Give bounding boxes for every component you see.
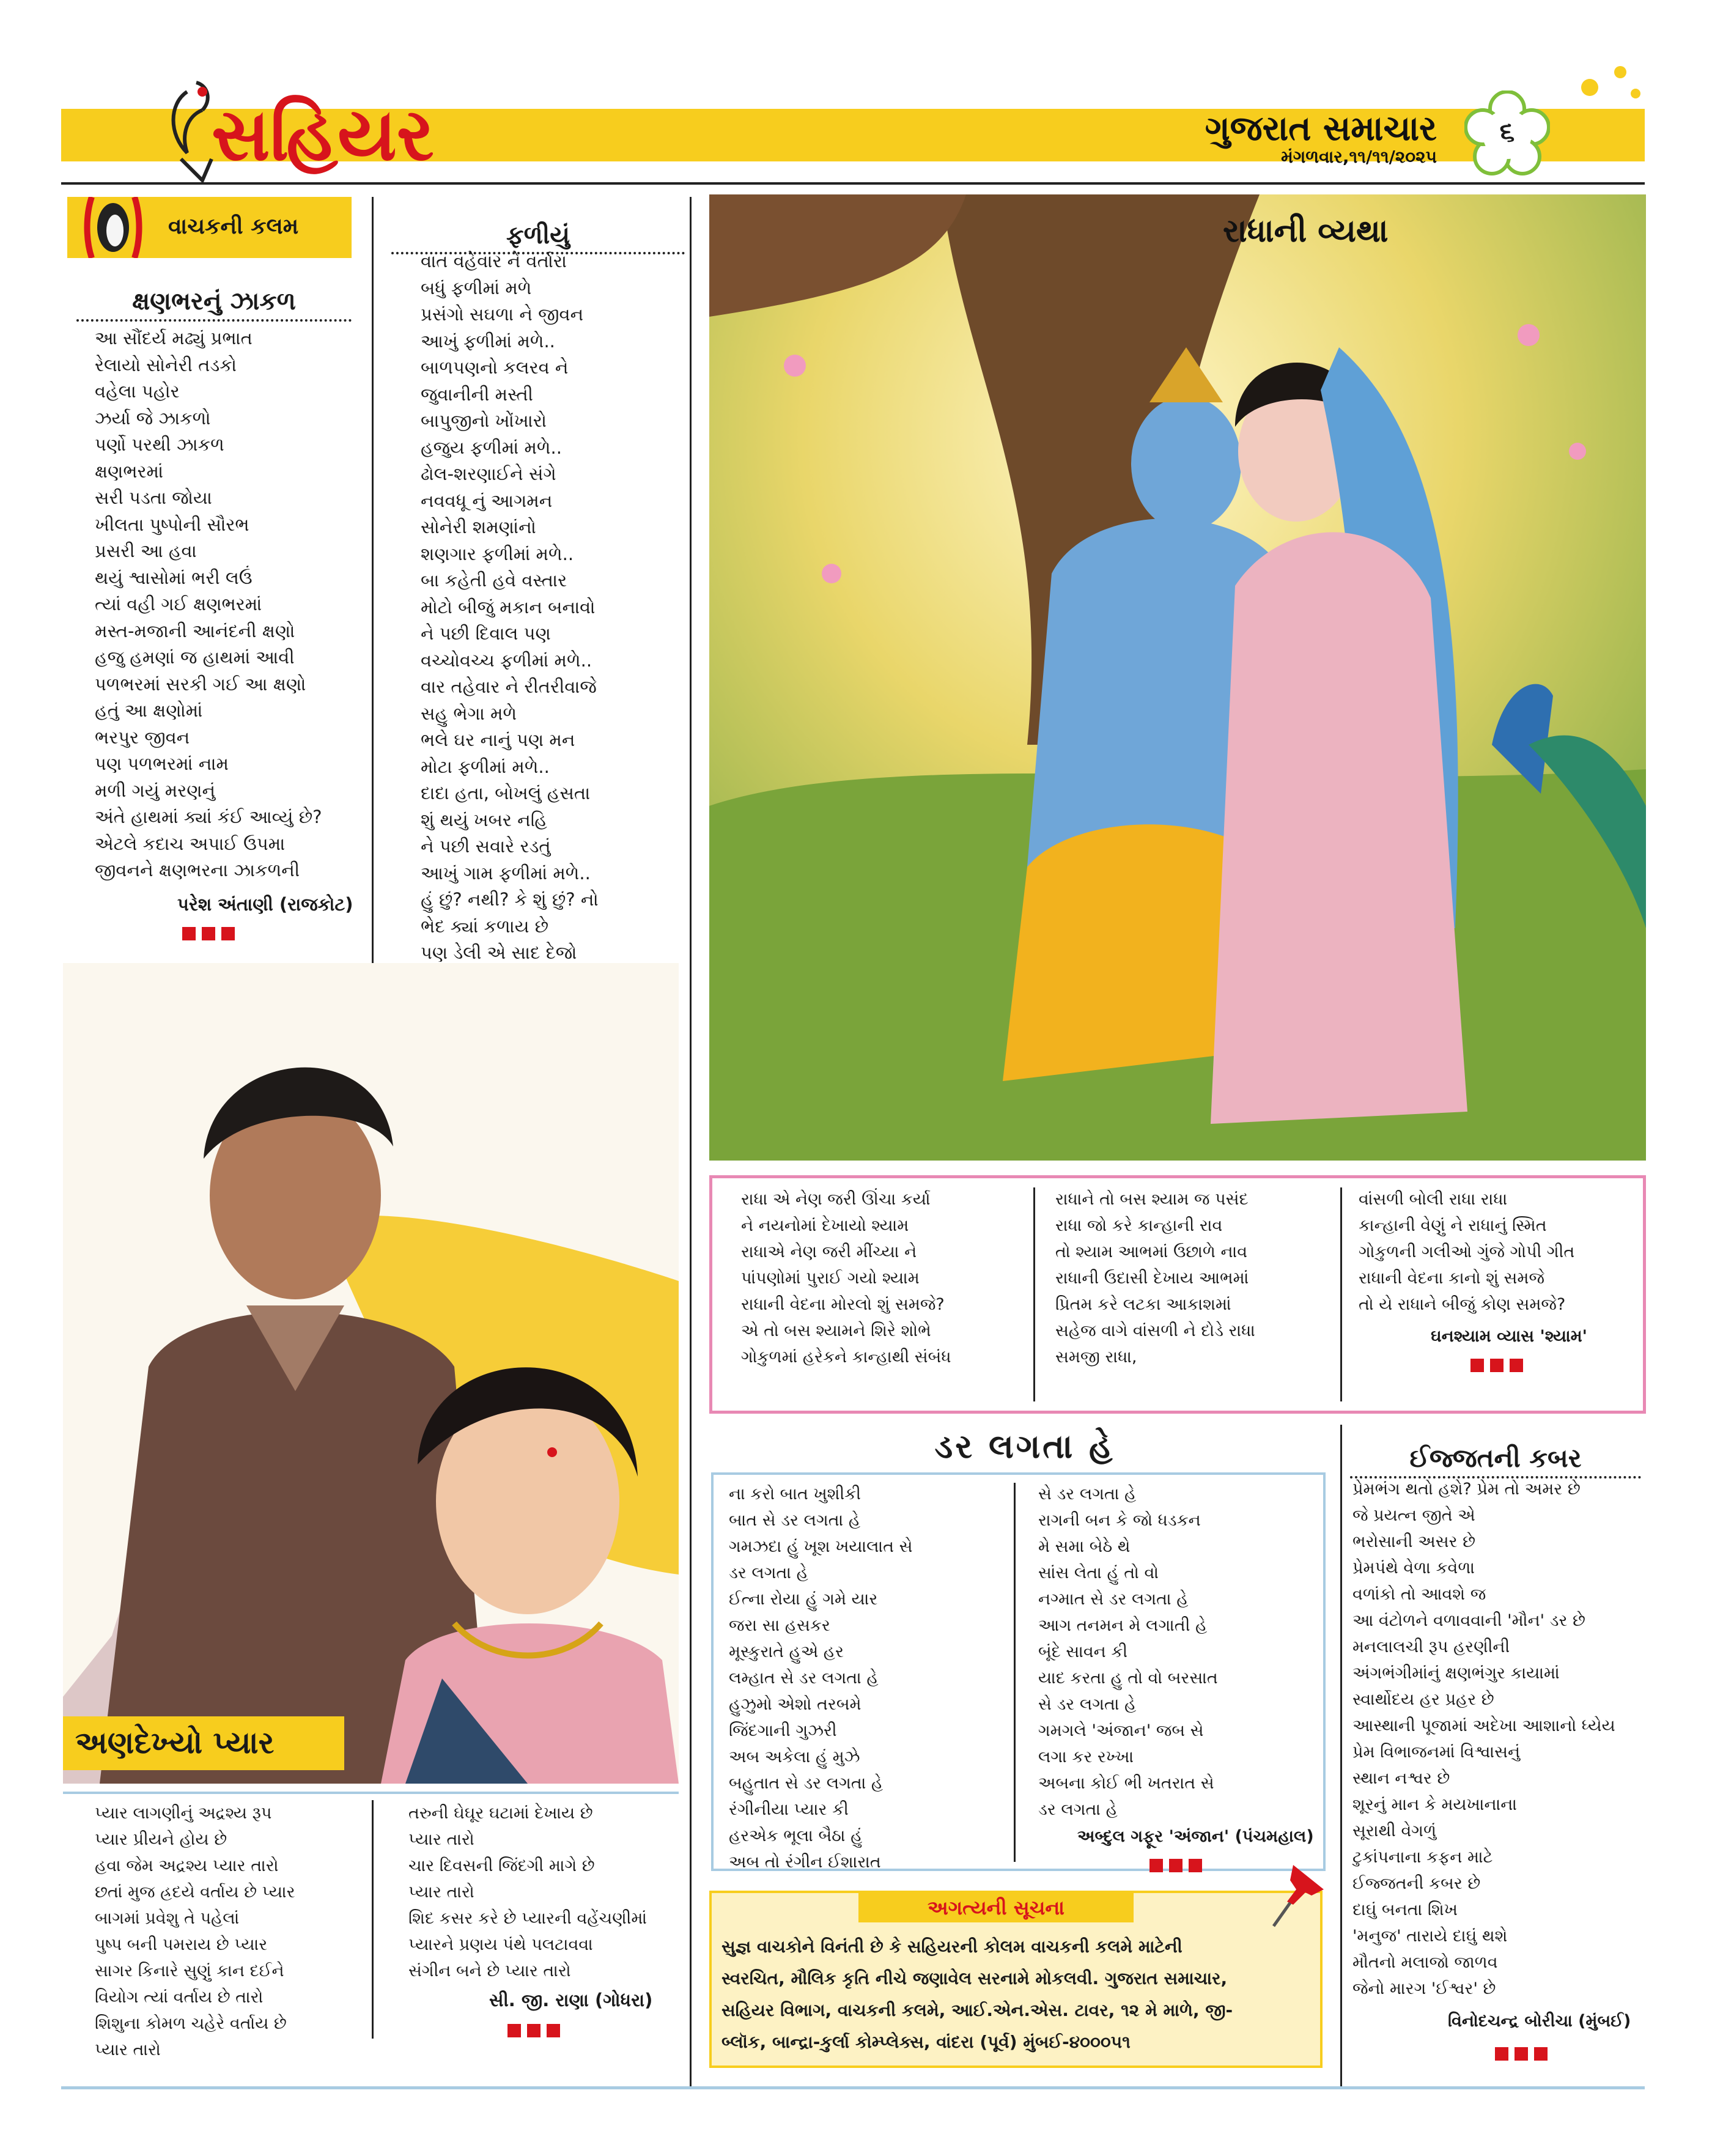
poem-line: ને પછી સવારે રડતું (421, 836, 551, 857)
poem-line: મળી ગયું મરણનું (95, 780, 216, 801)
poem-line: ભરપુર જીવન (95, 726, 190, 748)
poem-line: શિશુના કોમળ ચહેરે વર્તાય છે (95, 2014, 287, 2033)
poem3-end-marker (507, 2024, 560, 2037)
poem-line: પ્યાર તારો (408, 1883, 474, 1902)
poem-line: તરુની ઘેઘૂર ઘટામાં દેખાય છે (408, 1804, 593, 1823)
header-rule (61, 182, 1645, 185)
poem-line: સૂરાથી વેગળું (1352, 1822, 1437, 1840)
poem-line: પ્રેમ વિભાજનમાં વિશ્વાસનું (1352, 1743, 1521, 1762)
poem-line: બા કહેતી હવે વસ્તાર (421, 570, 567, 591)
notice-line: સ્વરચિત, મૌલિક કૃતિ નીચે જણાવેલ સરનામે મોકલવી. ગુજરાત સમાચાર, (721, 1968, 1228, 1988)
poem-line: રાધા એ નેણ જરી ઊંચા કર્યા (741, 1190, 931, 1209)
couple-art-icon (63, 963, 679, 1784)
poem-line: સાંસ લેતા હું તો વો (1038, 1563, 1159, 1582)
poem-line: લમ્હાત સે ડર લગતા હે (729, 1669, 879, 1688)
poem-line: લગા કર રખ્ખા (1038, 1748, 1134, 1767)
poem-line: રાગની બન કે જો ધડકન (1038, 1511, 1201, 1530)
poem-line: અંગભંગીમાંનું ક્ષણભંગુર કાયામાં (1352, 1664, 1560, 1683)
poem-line: જીવનને ક્ષણભરના ઝાકળની (95, 860, 300, 880)
poem-line: સ્થાન નશ્વર છે (1352, 1769, 1450, 1788)
poem-line: અબ તો રંગીન ઈશારાત (729, 1853, 881, 1872)
poem-line: સે ડર લગતા હે (1038, 1695, 1137, 1714)
poem-line: મૂસ્કુરાતે હુએ હર (729, 1642, 844, 1661)
poem-line: વચ્ચોવચ્ચ ફળીમાં મળે.. (421, 649, 592, 671)
poem-line: ખીલતા પુષ્પોની સૌરભ (95, 514, 249, 535)
poem-line: નવવધૂ નું આગમન (421, 490, 553, 511)
poem-line: આસ્થાની પૂજામાં અદેખા આશાનો ધ્યેય (1352, 1716, 1615, 1735)
poem-line: સહુ ભેગા મળે (421, 703, 517, 724)
poem-line: રેલાયો સોનેરી તડકો (95, 354, 237, 375)
poem-line: વહેલા પહોર (95, 381, 180, 402)
poem-line: ડર લગતા હે (1038, 1800, 1118, 1819)
poem-line: સાગર કિનારે સુણું કાન દઈને (95, 1962, 284, 1981)
radha-krishna-art-icon (709, 194, 1646, 1161)
poem-line: મૌતનો મલાજો જાળવ (1352, 1953, 1498, 1972)
poem-line: અંતે હાથમાં ક્યાં કંઈ આવ્યું છે? (95, 807, 322, 827)
poem1-author: પરેશ અંતાણી (રાજકોટ) (177, 894, 353, 915)
poem-line: પણ પળભરમાં નામ (95, 753, 229, 774)
poem-line: સોનેરી શમણાંનો (421, 517, 536, 537)
poem-line: રાધાની વેદના કાનો શું સમજે (1359, 1269, 1545, 1288)
poem-line: મસ્ત-મજાની આનંદની ક્ષણો (95, 620, 295, 641)
poem-line: હરએક ભૂલા બૈઠા હું (729, 1826, 863, 1845)
poem-line: બાત સે ડર લગતા હે (729, 1511, 861, 1530)
poem6-end-marker (1495, 2047, 1548, 2061)
poem-line: કાન્હાની વેણું ને રાધાનું સ્મિત (1359, 1216, 1547, 1235)
poem-line: પુષ્પ બની પમરાય છે પ્યાર (95, 1935, 268, 1954)
poem-line: મનલાલચી રૂપ હરણીની (1352, 1637, 1510, 1656)
poem5-divider (1014, 1483, 1016, 1862)
poem-line: ભેદ ક્યાં કળાય છે (421, 915, 549, 937)
poem5-right-lines (1038, 1481, 1319, 1823)
poem-line: પ્યાર લાગણીનું અદ્રશ્ય રૂપ (95, 1804, 272, 1823)
poem-line: વાત વહેવાર ને વર્તારા (421, 251, 567, 271)
poem-line: અબ અકેલા હું મુઝે (729, 1748, 860, 1767)
poem-line: ઢોલ-શરણાઈને સંગે (421, 463, 556, 484)
poem-line: સંગીન બને છે પ્યાર તારો (408, 1962, 571, 1981)
poem-line: નગ્માત સે ડર લગતા હે (1038, 1590, 1189, 1609)
poem-line: તો શ્યામ આભમાં ઉછાળે નાવ (1055, 1242, 1248, 1261)
poem-line: ક્ષણભરમાં (95, 460, 164, 482)
poem-line: પ્યાર તારો (408, 1830, 474, 1849)
poem-line: પ્યાર પ્રીયને હોય છે (95, 1830, 227, 1849)
poem-line: ને નયનોમાં દેખાયો શ્યામ (741, 1216, 909, 1235)
poem-line: વળાંકો તો આવશે જ (1352, 1585, 1486, 1604)
notice-text (721, 1931, 1315, 2058)
poem6-author: વિનોદચન્દ્ર બોરીચા (મુંબઈ) (1448, 2012, 1631, 2031)
poem1-end-marker (182, 927, 235, 940)
poem-line: વિયોગ ત્યાં વર્તાય છે તારો (95, 1988, 264, 2007)
page-number: ૬ (1499, 116, 1515, 147)
poem4-title: રાધાની વ્યથા (1223, 213, 1389, 249)
poem-line: પ્યાર તારો (95, 2040, 161, 2059)
poem3-title: અણદેખ્યો પ્યાર (75, 1725, 275, 1760)
poem1-lines (95, 325, 358, 884)
main-divider (690, 197, 692, 2086)
poem-line: મોટો બીજું મકાન બનાવો (421, 596, 596, 618)
poem-line: પ્રિતમ કરે લટકા આકાશમાં (1055, 1295, 1231, 1314)
poem-line: ભલે ઘર નાનું પણ મન (421, 729, 575, 750)
poem2-lines (421, 248, 677, 993)
poem-line: ઈજ્જતની કબર છે (1352, 1874, 1481, 1893)
newspaper-name: ગુજરાત સમાચાર (1205, 109, 1437, 149)
poem-line: હું છું? નથી? કે શું છું? નો (421, 889, 599, 910)
notice-box (709, 1891, 1323, 2068)
poem5-end-marker (1149, 1859, 1202, 1872)
poem-line: બાળપણનો કલરવ ને (421, 357, 569, 378)
poem-line: બહુતાત સે ડર લગતા હે (729, 1774, 884, 1793)
poem1-title: ક્ષણભરનું ઝાકળ (76, 287, 352, 322)
poem-line: ટુકાંપનાના કફન માટે (1352, 1848, 1493, 1867)
poem3-divider (372, 1800, 374, 2039)
poem-line: આ વંટોળને વળાવવાની 'મૌન' ડર છે (1352, 1611, 1585, 1630)
poem-line: ગમઝદા હું ખૂશ ખયાલાત સે (729, 1537, 913, 1556)
poem-line: સે ડર લગતા હે (1038, 1485, 1137, 1504)
poem-line: રંગીનીયા પ્યાર કી (729, 1800, 849, 1819)
poem4-col2 (1055, 1186, 1330, 1370)
poem6-title: ઈજ્જતની કબર (1350, 1443, 1641, 1479)
poem-line: ને પછી દિવાલ પણ (421, 623, 551, 644)
poem-line: ઈત્ના રોયા હું ગમે યાર (729, 1590, 878, 1609)
poem-line: પણ ડેલી એ સાદ દેજો (421, 942, 577, 963)
poem4-col3 (1359, 1186, 1640, 1318)
poem-line: હવા જેમ અદ્રશ્ય પ્યાર તારો (95, 1856, 279, 1875)
poem-line: સરી પડતા જોયા (95, 487, 212, 508)
poem-line: રાધા જો કરે કાન્હાની રાવ (1055, 1216, 1223, 1235)
poem-line: યાદ કરતા હુ તો વો બરસાત (1038, 1669, 1218, 1688)
poem-line: દાદા હતા, બોખલું હસતા (421, 783, 591, 803)
poem-line: આ સૌંદર્ય મઢ્યું પ્રભાત (95, 328, 253, 349)
poem-line: શું થયું ખબર નહિ (421, 809, 547, 830)
poem-line: રાધાની વેદના મોરલો શું સમજે? (741, 1295, 945, 1314)
poem-line: સ્વાર્થોદય હર પ્રહર છે (1352, 1690, 1494, 1709)
poem-line: મોટા ફળીમાં મળે.. (421, 756, 550, 777)
poem-line: શણગાર ફળીમાં મળે.. (421, 543, 574, 564)
poem-line: ગોકુળમાં હરેકને કાન્હાથી સંબંધ (741, 1348, 951, 1367)
poem-line: સમજી રાધા, (1055, 1348, 1137, 1367)
poem4-divider-2 (1340, 1187, 1342, 1401)
poem-line: ગમગલે 'અંજાન' જબ સે (1038, 1721, 1204, 1740)
poem-line: પાંપણોમાં પુરાઈ ગયો શ્યામ (741, 1269, 920, 1288)
poem4-col1 (741, 1186, 1016, 1370)
issue-date: મંગળવાર,૧૧/૧૧/૨૦૨૫ (1281, 147, 1437, 167)
poem4-end-marker (1470, 1359, 1523, 1372)
poem-line: આગ તનમન મે લગાતી હે (1038, 1616, 1208, 1635)
poem-line: જુવાનીની મસ્તી (421, 383, 533, 405)
brand-title: સહિયર (212, 92, 434, 177)
poem5-left-lines (729, 1481, 1016, 1875)
column-label-box (67, 197, 352, 258)
poem-line: રાધાને તો બસ શ્યામ જ પસંદ (1055, 1190, 1249, 1209)
poem-line: એટલે કદાચ અપાઈ ઉપમા (95, 833, 286, 854)
poem-line: ચાર દિવસની જિંદગી માગે છે (408, 1856, 595, 1875)
poem6-divider (1340, 1425, 1342, 2086)
poem-line: આખું ગામ ફળીમાં મળે.. (421, 862, 591, 884)
poem-line: છતાં મુજ હ્રદયે વર્તાય છે પ્યાર (95, 1883, 295, 1902)
poem-line: તો યે રાધાને બીજું કોણ સમજે? (1359, 1295, 1566, 1314)
poem-line: હુઝુમો એશો તરબમે (729, 1695, 862, 1714)
column-divider (372, 197, 374, 995)
poem-line: બાપુજીનો ખોંખારો (421, 410, 547, 431)
poem-line: આખું ફળીમાં મળે.. (421, 330, 555, 352)
poem6-lines (1352, 1476, 1643, 2002)
pushpin-icon (1269, 1859, 1330, 1932)
poem-line: પ્યારને પ્રણય પંથે પલટાવવા (408, 1935, 593, 1954)
poem2-title: ફળીયું (391, 221, 685, 254)
poem3-right-lines (408, 1800, 677, 1984)
poem4-divider-1 (1033, 1187, 1035, 1401)
footer-rule (61, 2086, 1645, 2089)
poem3-left-lines (95, 1800, 364, 2063)
poem-line: ઝર્યા જે ઝાકળો (95, 407, 211, 429)
poem-line: ના કરો બાત ખુશીકી (729, 1485, 861, 1504)
poem-line: પર્ણો પરથી ઝાકળ (95, 434, 224, 455)
poem-line: હજુય ફળીમાં મળે.. (421, 437, 562, 458)
poem-line: વાર તહેવાર ને રીતરીવાજે (421, 676, 597, 697)
poem-line: પળભરમાં સરકી ગઈ આ ક્ષણો (95, 673, 306, 695)
poem-line: બાગમાં પ્રવેશુ તે પહેલાં (95, 1909, 240, 1928)
poem-line: ભરોસાની અસર છે (1352, 1532, 1475, 1551)
poem-line: એ તો બસ શ્યામને શિરે શોભે (741, 1321, 931, 1340)
poem-line: થયું શ્વાસોમાં ભરી લઉં (95, 567, 253, 588)
poem-line: 'મનુજ' તારાયે દાઘું થશે (1352, 1927, 1508, 1946)
poem-line: ત્યાં વહી ગઈ ક્ષણભરમાં (95, 594, 262, 615)
poem-line: સહેજ વાગે વાંસળી ને દોડે રાધા (1055, 1321, 1255, 1340)
woman-face-icon (79, 197, 147, 258)
poem-line: બૂંદે સાવન કી (1038, 1642, 1128, 1661)
poem-line: અબના કોઈ ભી ખતરાત સે (1038, 1774, 1214, 1793)
poem-line: શૂરનું માન કે મયખાનાના (1352, 1795, 1517, 1814)
page-number-flower (1464, 90, 1550, 176)
reader-avatar (79, 197, 147, 258)
poem-line: શિદ કસર કરે છે પ્યારની વહેંચણીમાં (408, 1909, 648, 1928)
poem-line: બધું ફળીમાં મળે (421, 277, 532, 298)
poem-line: રાધાની ઉદાસી દેખાય આભમાં (1055, 1269, 1249, 1288)
notice-line: સુજ્ઞ વાચકોને વિનંતી છે કે સહિયરની કોલમ વાચકની કલમે માટેની (721, 1936, 1183, 1957)
poem-line: પ્રેમપંથે વેળા કવેળા (1352, 1559, 1475, 1578)
notice-title-box (858, 1893, 1134, 1922)
poem-line: પ્રસરી આ હવા (95, 541, 197, 561)
radha-krishna-illustration (709, 194, 1646, 1161)
poem-line: હજુ હમણાં જ હાથમાં આવી (95, 647, 295, 668)
poem-line: હતું આ ક્ષણોમાં (95, 700, 203, 721)
poem-line: જરા સા હસકર (729, 1616, 830, 1635)
poem-line: જેનો મારગ 'ઈશ્વર' છે (1352, 1979, 1496, 1998)
couple-illustration (63, 963, 679, 1784)
poem-line: વાંસળી બોલી રાધા રાધા (1359, 1190, 1508, 1209)
poem5-author: અબ્દુલ ગફૂર 'અંજાન' (પંચમહાલ) (1077, 1827, 1314, 1846)
decor-flowers (1565, 60, 1645, 109)
poem-line: પ્રસંગો સઘળા ને જીવન (421, 304, 584, 325)
poem3-title-box (63, 1716, 344, 1770)
notice-line: બ્લૉક, બાન્દ્રા-કુર્લા કોમ્પ્લેક્સ, વાંદરા (પૂર્વ) મુંબઈ-૪૦૦૦૫૧ (721, 2032, 1131, 2052)
poem-line: ગોકુળની ગલીઓ ગુંજે ગોપી ગીત (1359, 1242, 1575, 1261)
poem-line: મે સમા બેઠે થે (1038, 1537, 1131, 1556)
poem-line: જે પ્રયત્ન જીતે એ (1352, 1506, 1475, 1525)
notice-line: સહિયર વિભાગ, વાચકની કલમે, આઈ.એન.એસ. ટાવર, ૧૨ મે માળે, જી- (721, 2000, 1233, 2020)
poem-line: દાઘું બનતા શિખ (1352, 1900, 1458, 1919)
poem-line: ડર લગતા હે (729, 1563, 808, 1582)
notice-title: અગત્યની સૂચના (927, 1896, 1065, 1919)
poem5-title: ડર લગતા હે (934, 1427, 1115, 1466)
poem4-author: ઘનશ્યામ વ્યાસ 'શ્યામ' (1431, 1327, 1587, 1346)
decor-flower-icon (1565, 60, 1645, 109)
column-label: વાચકની કલમ (168, 214, 299, 239)
poem-line: જિંદગાની ગુઝરી (729, 1721, 837, 1740)
poem-line: પ્રેમભંગ થતો હશે? પ્રેમ તો અમર છે (1352, 1480, 1581, 1499)
poem3-author: સી. જી. રાણા (ગોધરા) (489, 1990, 653, 2010)
brand-logo (144, 67, 487, 190)
poem-line: રાધાએ નેણ જરી મીંચ્યા ને (741, 1242, 917, 1261)
